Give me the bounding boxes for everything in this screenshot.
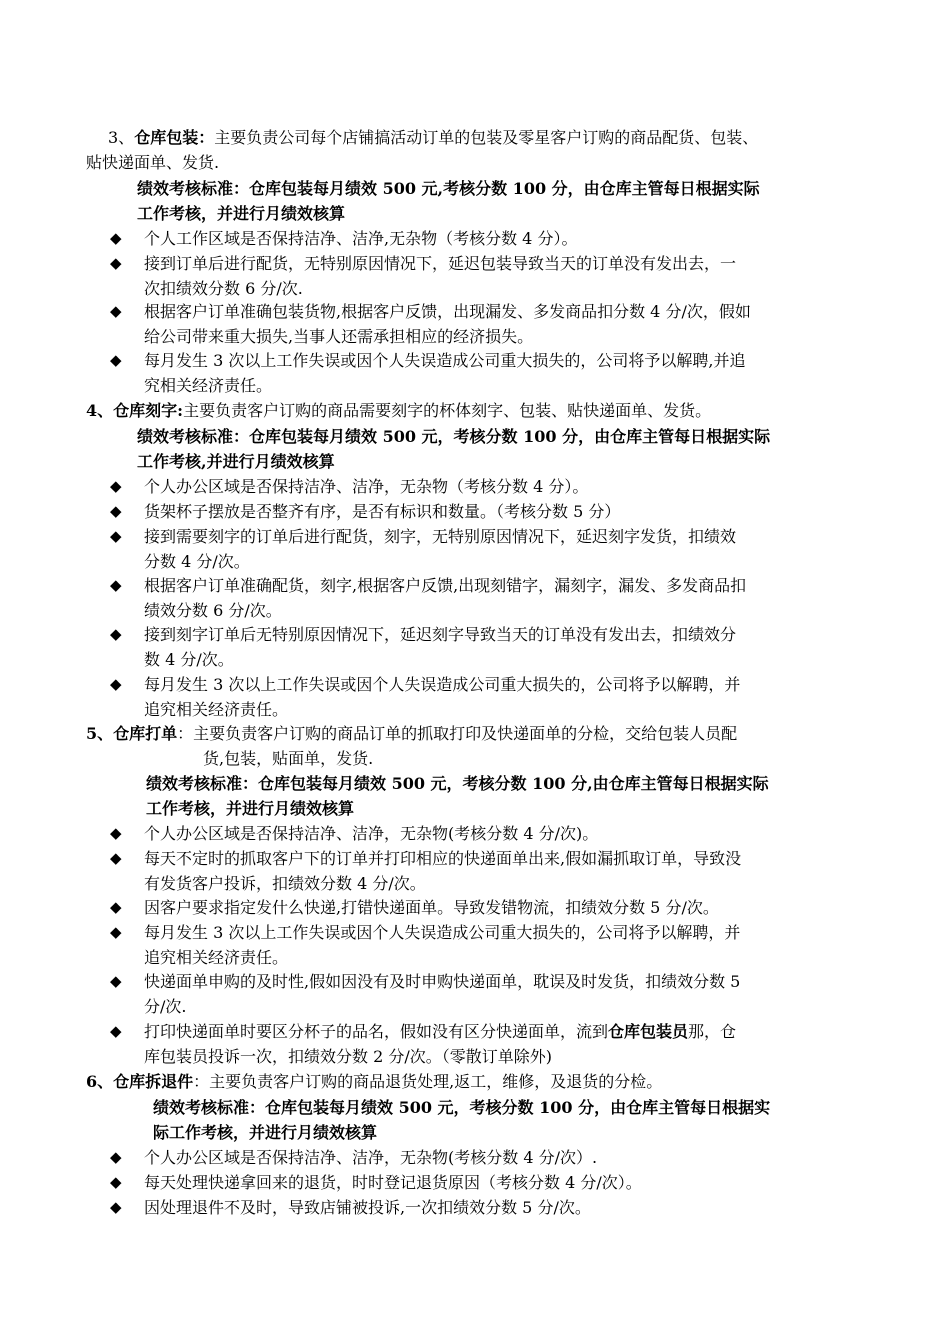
diamond-bullet-icon: ◆	[110, 254, 122, 272]
packer-role-emphasis: 仓库包装员	[608, 1022, 689, 1041]
diamond-bullet-icon: ◆	[110, 576, 122, 594]
section-4-heading	[86, 398, 711, 423]
diamond-bullet-icon: ◆	[110, 1148, 122, 1166]
diamond-bullet-icon: ◆	[110, 229, 122, 247]
section-5-desc-cont: 货,包装，贴面单，发货.	[203, 749, 374, 768]
section-3-standard: 绩效考核标准：仓库包装每月绩效 500 元,考核分数 100 分，由仓库主管每日根据实际 工作考核，并进行月绩效核算	[137, 179, 760, 223]
diamond-bullet-icon: ◆	[110, 923, 122, 941]
section-6-heading	[86, 1069, 662, 1094]
section-5-title: 仓库打单	[113, 724, 178, 743]
diamond-bullet-icon: ◆	[110, 972, 122, 990]
diamond-bullet-icon: ◆	[110, 849, 122, 867]
section-3-number: 3、	[108, 128, 135, 147]
section-3-heading	[108, 125, 758, 150]
section-5-desc: ：主要负责客户订购的商品订单的抓取打印及快递面单的分检，交给包装人员配	[177, 724, 738, 743]
diamond-bullet-icon: ◆	[110, 625, 122, 643]
section-4-number: 4、	[86, 401, 114, 420]
diamond-bullet-icon: ◆	[110, 502, 122, 520]
diamond-bullet-icon: ◆	[110, 1198, 122, 1216]
section-5-number: 5、	[86, 724, 114, 743]
document-page: 3、仓库包装：主要负责公司每个店铺搞活动订单的包装及零星客户订购的商品配货、包装、 贴快递面单、发货. 绩效考核标准：仓库包装每月绩效 500 元,考核分数 100 分，由仓库主管每日根据实际 工作考核，并进行月绩效核算 ◆ 个人工作区域是否保持洁净、洁净,无杂物（考核分数 4 分）。 ◆ 接到订单后进行配货，无特别原因情况下，延迟包装导致当天的订单没有发出去，一 次扣绩效分数 6 分/次. ◆ 根据客户订单准确包装货物,根据客户反馈，出现漏发、多发商品扣分数 4 分/次，假如 给公司带来重大损失,当事人还需承担相应的经济损失。 ◆ 每月发生 3 次以上工作失误或因个人失误造成公司重大损失的，公司将予以解聘,并追 究相关经济责任。 4、仓库刻字:主要负责客户订购的商品需要刻字的杯体刻字、包装、贴快递面单、发货。 绩效考核标准：仓库包装每月绩效 500 元，考核分数 100 分，由仓库主管每日根据实际 工作考核,并进行月绩效核算 ◆ 个人办公区域是否保持洁净、洁净，无杂物（考核分数 4 分）。 ◆ 货架杯子摆放是否整齐有序，是否有标识和数量。（考核分数 5 分） ◆ 接到需要刻字的订单后进行配货，刻字，无特别原因情况下，延迟刻字发货，扣绩效 分数 4 分/次。 ◆ 根据客户订单准确配货，刻字,根据客户反馈,出现刻错字，漏刻字，漏发、多发商品扣 绩效分数 6 分/次。 ◆ 接到刻字订单后无特别原因情况下，延迟刻字导致当天的订单没有发出去，扣绩效分 数 4 分/次。 ◆ 每月发生 3 次以上工作失误或因个人失误造成公司重大损失的，公司将予以解聘，并 追究相关经济责任。 5、仓库打单：主要负责客户订购的商品订单的抓取打印及快递面单的分检，交给包装人员配 货,包装，贴面单，发货. 绩效考核标准：仓库包装每月绩效 500 元，考核分数 100 分,由仓库主管每日根据实际 工作考核，并进行月绩效核算 ◆ 个人办公区域是否保持洁净、洁净，无杂物(考核分数 4 分/次)。 ◆ 每天不定时的抓取客户下的订单并打印相应的快递面单出来,假如漏抓取订单，导致没 有发货客户投诉，扣绩效分数 4 分/次。 ◆ 因客户要求指定发什么快递,打错快递面单。导致发错物流，扣绩效分数 5 分/次。 ◆ 每月发生 3 次以上工作失误或因个人失误造成公司重大损失的，公司将予以解聘，并 追究相关经济责任。 ◆ 快递面单申购的及时性,假如因没有及时申购快递面单，耽误及时发货，扣绩效分数 5 分/次. ◆ 打印快递面单时要区分杯子的品名，假如没有区分快递面单，流到仓库包装员那，仓 库包装员投诉一次，扣绩效分数 2 分/次。（零散订单除外) 6、仓库拆退件：主要负责客户订购的商品退货处理,返工，维修，及退货的分检。 绩效考核标准：仓库包装每月绩效 500 元，考核分数 100 分，由仓库主管每日根据实 际工作考核，并进行月绩效核算 ◆ 个人办公区域是否保持洁净、洁净，无杂物(考核分数 4 分/次）. ◆ 每天处理快递拿回来的退货，时时登记退货原因（考核分数 4 分/次）。 ◆ 因处理退件不及时，导致店铺被投诉,一次扣绩效分数 5 分/次。	[0, 0, 950, 1344]
diamond-bullet-icon: ◆	[110, 302, 122, 320]
section-3-title: 仓库包装：	[134, 128, 215, 147]
section-6-title: 仓库拆退件	[113, 1072, 194, 1091]
section-3-desc: 主要负责公司每个店铺搞活动订单的包装及零星客户订购的商品配货、包装、	[214, 128, 759, 147]
diamond-bullet-icon: ◆	[110, 351, 122, 369]
section-4-title: 仓库刻字:	[113, 401, 184, 420]
section-6-standard: 绩效考核标准：仓库包装每月绩效 500 元，考核分数 100 分，由仓库主管每日根据实 际工作考核，并进行月绩效核算	[153, 1098, 771, 1142]
section-4-desc: 主要负责客户订购的商品需要刻字的杯体刻字、包装、贴快递面单、发货。	[183, 401, 712, 420]
diamond-bullet-icon: ◆	[110, 898, 122, 916]
diamond-bullet-icon: ◆	[110, 824, 122, 842]
section-6-number: 6、	[86, 1072, 114, 1091]
section-4-standard: 绩效考核标准：仓库包装每月绩效 500 元，考核分数 100 分，由仓库主管每日根据实际 工作考核,并进行月绩效核算	[137, 427, 771, 471]
section-5-standard: 绩效考核标准：仓库包装每月绩效 500 元，考核分数 100 分,由仓库主管每日根据实际 工作考核，并进行月绩效核算	[146, 774, 769, 818]
section-3-desc-cont: 贴快递面单、发货.	[86, 153, 220, 172]
diamond-bullet-icon: ◆	[110, 1022, 122, 1040]
section-6-desc: ：主要负责客户订购的商品退货处理,返工，维修，及退货的分检。	[193, 1072, 663, 1091]
diamond-bullet-icon: ◆	[110, 1173, 122, 1191]
diamond-bullet-icon: ◆	[110, 527, 122, 545]
diamond-bullet-icon: ◆	[110, 675, 122, 693]
section-5-heading	[86, 721, 737, 746]
diamond-bullet-icon: ◆	[110, 477, 122, 495]
